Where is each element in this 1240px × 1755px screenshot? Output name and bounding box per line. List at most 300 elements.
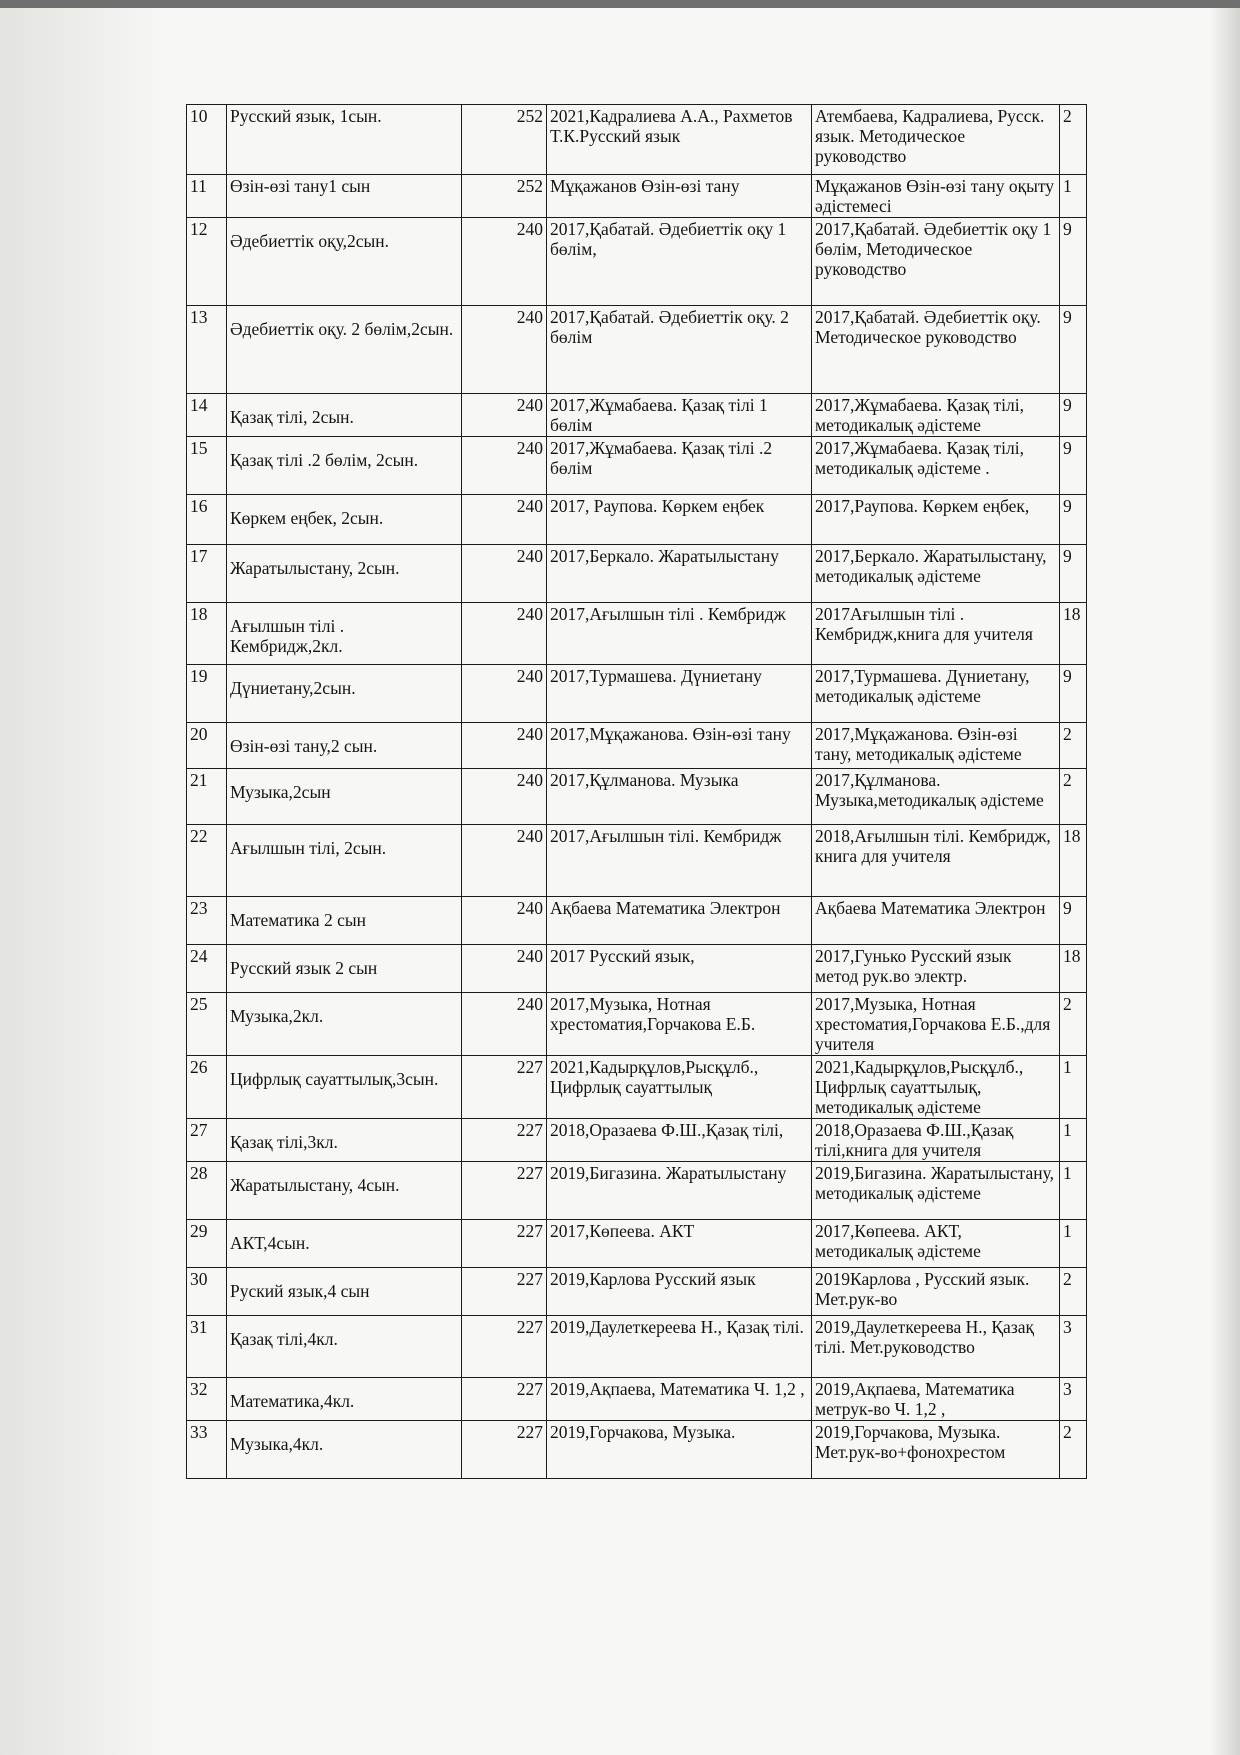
textbook-title-cell [547,306,812,394]
row-number: 21 [190,770,208,790]
hours-count: 227 [516,1221,543,1241]
row-number-cell [187,1378,227,1421]
methodical-guide-cell [812,1421,1060,1479]
textbook-title-cell [547,665,812,723]
methodical-guide: Атембаева, Кадралиева, Русск. язык. Методическое руководство [815,106,1045,166]
copies-count: 2 [1063,724,1072,744]
row-number-cell [187,993,227,1056]
subject-name: Музыка,4кл. [230,1434,324,1454]
copies-count: 2 [1063,770,1072,790]
methodical-guide: 2019,Горчакова, Музыка. Мет.рук-во+фонохрестом [815,1422,1006,1462]
hours-count-cell [462,723,547,769]
textbook-title: 2017,Көпеева. АКТ [550,1221,695,1241]
table-row [187,1056,1087,1119]
copies-count: 9 [1063,307,1072,327]
textbook-title: 2017, Раупова. Көркем еңбек [550,496,765,516]
copies-count-cell [1060,1119,1087,1162]
copies-count: 9 [1063,898,1072,918]
methodical-guide-cell [812,545,1060,603]
hours-count: 227 [516,1057,543,1077]
copies-count: 3 [1063,1317,1072,1337]
methodical-guide-cell [812,1056,1060,1119]
copies-count: 9 [1063,666,1072,686]
row-number-cell [187,306,227,394]
hours-count-cell [462,769,547,825]
subject-name-cell [227,1268,462,1316]
copies-count-cell [1060,603,1087,665]
subject-name-cell [227,945,462,993]
row-number: 11 [190,176,207,196]
subject-name: Дүниетану,2сын. [230,678,356,698]
copies-count-cell [1060,1268,1087,1316]
table-row [187,945,1087,993]
textbook-title: 2017,Жұмабаева. Қазақ тілі 1 бөлім [550,395,768,435]
copies-count: 1 [1063,1221,1072,1241]
textbook-title: 2017,Қабатай. Әдебиеттік оқу. 2 бөлім [550,307,789,347]
copies-count-cell [1060,1316,1087,1378]
hours-count-cell [462,437,547,495]
row-number: 27 [190,1120,208,1140]
subject-name: Жаратылыстану, 2сын. [230,558,400,578]
row-number: 12 [190,219,208,239]
hours-count: 227 [516,1317,543,1337]
textbook-title: 2019,Даулеткереева Н., Қазақ тілі. [550,1317,804,1337]
table-row [187,1119,1087,1162]
methodical-guide: 2017,Музыка, Нотная хрестоматия,Горчакова Е.Б.,для учителя [815,994,1051,1054]
hours-count: 227 [516,1269,543,1289]
hours-count: 227 [516,1422,543,1442]
methodical-guide-cell [812,665,1060,723]
copies-count: 1 [1063,1057,1072,1077]
textbook-title-cell [547,1421,812,1479]
subject-name-cell [227,306,462,394]
methodical-guide: 2017,Жұмабаева. Қазақ тілі, методикалық әдістеме . [815,438,1024,478]
row-number: 10 [190,106,208,126]
row-number: 29 [190,1221,208,1241]
methodical-guide: 2017,Қабатай. Әдебиеттік оқу. Методическое руководство [815,307,1041,347]
copies-count: 9 [1063,546,1072,566]
hours-count: 240 [516,898,543,918]
textbook-title-cell [547,105,812,175]
methodical-guide-cell [812,105,1060,175]
row-number-cell [187,1268,227,1316]
textbook-title-cell [547,394,812,437]
subject-name: Русский язык, 1сын. [230,106,382,126]
hours-count: 240 [516,770,543,790]
copies-count: 9 [1063,219,1072,239]
subject-name-cell [227,825,462,897]
hours-count-cell [462,1119,547,1162]
textbook-title-cell [547,495,812,545]
copies-count-cell [1060,306,1087,394]
subject-name-cell [227,1119,462,1162]
copies-count-cell [1060,437,1087,495]
copies-count: 9 [1063,496,1072,516]
subject-name-cell [227,723,462,769]
copies-count-cell [1060,1220,1087,1268]
hours-count: 240 [516,307,543,327]
row-number-cell [187,1220,227,1268]
table-row [187,993,1087,1056]
methodical-guide: 2017,Раупова. Көркем еңбек, [815,496,1030,516]
copies-count: 18 [1063,826,1081,846]
methodical-guide-cell [812,218,1060,306]
subject-name-cell [227,1378,462,1421]
methodical-guide-cell [812,1316,1060,1378]
textbook-title: 2021,Кадырқұлов,Рысқұлб., Цифрлық сауаттылық [550,1057,759,1097]
hours-count: 227 [516,1379,543,1399]
textbook-title: 2017,Беркало. Жаратылыстану [550,546,779,566]
row-number: 22 [190,826,208,846]
methodical-guide: 2017,Турмашева. Дүниетану, методикалық әдістеме [815,666,1030,706]
row-number-cell [187,1421,227,1479]
row-number-cell [187,1119,227,1162]
subject-name: Қазақ тілі,4кл. [230,1329,338,1349]
subject-name: Музыка,2сын [230,782,331,802]
row-number-cell [187,1316,227,1378]
methodical-guide: 2017,Гунько Русский язык метод рук.во электр. [815,946,1012,986]
subject-name: АКТ,4сын. [230,1233,310,1253]
textbook-title: 2017,Ағылшын тілі. Кембридж [550,826,782,846]
textbook-title-cell [547,218,812,306]
copies-count: 1 [1063,176,1072,196]
hours-count-cell [462,1421,547,1479]
textbook-title-cell [547,769,812,825]
methodical-guide-cell [812,1119,1060,1162]
page-edge-shadow [0,8,170,1755]
hours-count-cell [462,603,547,665]
table-row [187,1162,1087,1220]
textbook-title-cell [547,175,812,218]
subject-name-cell [227,1421,462,1479]
methodical-guide-cell [812,603,1060,665]
copies-count-cell [1060,723,1087,769]
row-number-cell [187,105,227,175]
textbook-title-cell [547,545,812,603]
textbook-title: 2019,Горчакова, Музыка. [550,1422,736,1442]
copies-count-cell [1060,1378,1087,1421]
methodical-guide: 2017Ағылшын тілі . Кембридж,книга для учителя [815,604,1033,644]
copies-count-cell [1060,495,1087,545]
methodical-guide-cell [812,175,1060,218]
row-number-cell [187,545,227,603]
methodical-guide: 2018,Ағылшын тілі. Кембридж, книга для учителя [815,826,1051,866]
subject-name-cell [227,394,462,437]
subject-name: Математика 2 сын [230,910,366,930]
textbook-title: 2019,Ақпаева, Математика Ч. 1,2 , [550,1379,805,1399]
subject-name-cell [227,218,462,306]
copies-count-cell [1060,218,1087,306]
subject-name-cell [227,993,462,1056]
methodical-guide-cell [812,1220,1060,1268]
methodical-guide-cell [812,897,1060,945]
methodical-guide-cell [812,1378,1060,1421]
table-row [187,437,1087,495]
table-row [187,394,1087,437]
textbook-title-cell [547,1220,812,1268]
methodical-guide: 2021,Кадырқұлов,Рысқұлб., Цифрлық сауаттылық, методикалық әдістеме [815,1057,1024,1117]
subject-name: Жаратылыстану, 4сын. [230,1175,400,1195]
methodical-guide: 2019,Даулеткереева Н., Қазақ тілі. Мет.руководство [815,1317,1034,1357]
row-number-cell [187,945,227,993]
textbook-title-cell [547,723,812,769]
hours-count-cell [462,1316,547,1378]
table-row [187,218,1087,306]
copies-count: 2 [1063,1269,1072,1289]
textbook-title: 2017 Русский язык, [550,946,695,966]
row-number-cell [187,769,227,825]
textbook-title-cell [547,897,812,945]
methodical-guide-cell [812,825,1060,897]
methodical-guide-cell [812,306,1060,394]
copies-count: 18 [1063,946,1081,966]
methodical-guide: 2017,Беркало. Жаратылыстану, методикалық әдістеме [815,546,1047,586]
textbook-title: 2018,Оразаева Ф.Ш.,Қазақ тілі, [550,1120,784,1140]
hours-count-cell [462,1220,547,1268]
table-row [187,665,1087,723]
textbook-title: 2017,Турмашева. Дүниетану [550,666,762,686]
table-row [187,306,1087,394]
copies-count-cell [1060,105,1087,175]
subject-name: Әдебиеттік оқу,2сын. [230,231,390,251]
copies-count: 1 [1063,1120,1072,1140]
hours-count: 240 [516,395,543,415]
subject-name: Русский язык 2 сын [230,958,378,978]
row-number: 31 [190,1317,208,1337]
methodical-guide: 2017,Көпеева. АКТ, методикалық әдістеме [815,1221,981,1261]
copies-count-cell [1060,945,1087,993]
textbook-title-cell [547,1162,812,1220]
table-body [187,105,1087,1479]
methodical-guide-cell [812,437,1060,495]
subject-name-cell [227,545,462,603]
row-number: 32 [190,1379,208,1399]
row-number: 17 [190,546,208,566]
textbook-title-cell [547,825,812,897]
hours-count-cell [462,897,547,945]
row-number: 19 [190,666,208,686]
subject-name: Математика,4кл. [230,1391,355,1411]
subject-name: Қазақ тілі, 2сын. [230,407,354,427]
subject-name: Қазақ тілі .2 бөлім, 2сын. [230,450,419,470]
hours-count: 240 [516,994,543,1014]
table-row [187,769,1087,825]
table-row [187,1421,1087,1479]
row-number: 30 [190,1269,208,1289]
methodical-guide: 2017,Мұқажанова. Өзін-өзі тану, методикалық әдістеме [815,724,1022,764]
row-number: 33 [190,1422,208,1442]
table-row [187,825,1087,897]
copies-count-cell [1060,1056,1087,1119]
row-number-cell [187,394,227,437]
methodical-guide-cell [812,495,1060,545]
copies-count-cell [1060,897,1087,945]
copies-count: 3 [1063,1379,1072,1399]
subject-name-cell [227,603,462,665]
copies-count: 1 [1063,1163,1072,1183]
methodical-guide: 2019Карлова , Русский язык. Мет.рук-во [815,1269,1030,1309]
row-number-cell [187,603,227,665]
hours-count: 227 [516,1163,543,1183]
copies-count: 2 [1063,994,1072,1014]
page-edge-shadow-right [1210,8,1240,1755]
copies-count-cell [1060,993,1087,1056]
copies-count: 9 [1063,395,1072,415]
subject-name-cell [227,1162,462,1220]
table-row [187,1220,1087,1268]
row-number: 16 [190,496,208,516]
subject-name-cell [227,665,462,723]
textbook-title: 2017,Музыка, Нотная хрестоматия,Горчакова Е.Б. [550,994,756,1034]
subject-name: Музыка,2кл. [230,1006,324,1026]
methodical-guide: Ақбаева Математика Электрон [815,898,1046,918]
hours-count: 240 [516,546,543,566]
subject-name: Қазақ тілі,3кл. [230,1132,338,1152]
textbook-title: 2017,Құлманова. Музыка [550,770,739,790]
methodical-guide-cell [812,394,1060,437]
methodical-guide: 2017,Қабатай. Әдебиеттік оқу 1 бөлім, Методическое руководство [815,219,1052,279]
table-row [187,603,1087,665]
hours-count: 240 [516,666,543,686]
subject-name: Ағылшын тілі . Кембридж,2кл. [230,616,345,656]
hours-count-cell [462,175,547,218]
row-number: 20 [190,724,208,744]
hours-count: 240 [516,219,543,239]
methodical-guide: Мұқажанов Өзін-өзі тану оқыту әдістемесі [815,176,1054,216]
row-number-cell [187,437,227,495]
subject-name: Өзін-өзі тану,2 сын. [230,736,378,756]
subject-name: Руский язык,4 сын [230,1281,370,1301]
subject-name: Ағылшын тілі, 2сын. [230,838,387,858]
subject-name-cell [227,1056,462,1119]
textbook-title-cell [547,993,812,1056]
hours-count-cell [462,105,547,175]
textbook-title: 2017,Ағылшын тілі . Кембридж [550,604,786,624]
row-number: 24 [190,946,208,966]
subject-name-cell [227,437,462,495]
row-number-cell [187,1162,227,1220]
hours-count-cell [462,218,547,306]
row-number: 25 [190,994,208,1014]
hours-count-cell [462,1162,547,1220]
methodical-guide-cell [812,723,1060,769]
textbook-title-cell [547,1268,812,1316]
copies-count: 18 [1063,604,1081,624]
table-row [187,105,1087,175]
row-number-cell [187,665,227,723]
methodical-guide: 2019,Бигазина. Жаратылыстану, методикалық әдістеме [815,1163,1055,1203]
textbook-title: 2017,Қабатай. Әдебиеттік оқу 1 бөлім, [550,219,787,259]
textbook-title: Ақбаева Математика Электрон [550,898,781,918]
copies-count-cell [1060,769,1087,825]
table-row [187,1316,1087,1378]
textbook-register-table [186,104,1087,1479]
hours-count-cell [462,495,547,545]
textbook-title: 2019,Бигазина. Жаратылыстану [550,1163,787,1183]
row-number-cell [187,825,227,897]
table-row [187,1268,1087,1316]
methodical-guide-cell [812,945,1060,993]
methodical-guide: 2019,Ақпаева, Математика метрук-во Ч. 1,2 , [815,1379,1015,1419]
hours-count: 240 [516,496,543,516]
hours-count: 227 [516,1120,543,1140]
subject-name-cell [227,897,462,945]
textbook-title-cell [547,603,812,665]
table-row [187,175,1087,218]
hours-count-cell [462,545,547,603]
copies-count-cell [1060,175,1087,218]
methodical-guide-cell [812,1268,1060,1316]
copies-count-cell [1060,1162,1087,1220]
textbook-title-cell [547,437,812,495]
copies-count: 2 [1063,106,1072,126]
hours-count-cell [462,306,547,394]
row-number-cell [187,218,227,306]
subject-name: Көркем еңбек, 2сын. [230,508,384,528]
copies-count-cell [1060,1421,1087,1479]
hours-count-cell [462,1268,547,1316]
methodical-guide-cell [812,993,1060,1056]
table-row [187,897,1087,945]
row-number-cell [187,897,227,945]
row-number-cell [187,175,227,218]
row-number: 15 [190,438,208,458]
copies-count: 9 [1063,438,1072,458]
hours-count-cell [462,1378,547,1421]
hours-count: 240 [516,724,543,744]
hours-count-cell [462,394,547,437]
textbook-title: 2021,Кадралиева А.А., Рахметов Т.К.Русский язык [550,106,793,146]
textbook-title-cell [547,945,812,993]
subject-name: Өзін-өзі тану1 сын [230,176,371,196]
subject-name-cell [227,1316,462,1378]
hours-count-cell [462,993,547,1056]
textbook-title: Мұқажанов Өзін-өзі тану [550,176,740,196]
copies-count-cell [1060,394,1087,437]
row-number: 18 [190,604,208,624]
hours-count-cell [462,665,547,723]
textbook-title: 2019,Карлова Русский язык [550,1269,756,1289]
subject-name: Әдебиеттік оқу. 2 бөлім,2сын. [230,319,454,339]
row-number: 23 [190,898,208,918]
hours-count: 252 [516,106,543,126]
hours-count: 240 [516,946,543,966]
hours-count: 240 [516,604,543,624]
table-row [187,1378,1087,1421]
hours-count-cell [462,945,547,993]
textbook-title: 2017,Жұмабаева. Қазақ тілі .2 бөлім [550,438,773,478]
textbook-title-cell [547,1378,812,1421]
copies-count-cell [1060,665,1087,723]
subject-name-cell [227,175,462,218]
textbook-title: 2017,Мұқажанова. Өзін-өзі тану [550,724,791,744]
subject-name-cell [227,105,462,175]
hours-count-cell [462,825,547,897]
textbook-title-cell [547,1056,812,1119]
textbook-title-cell [547,1119,812,1162]
subject-name-cell [227,1220,462,1268]
methodical-guide-cell [812,1162,1060,1220]
hours-count: 240 [516,438,543,458]
table-row [187,545,1087,603]
copies-count: 2 [1063,1422,1072,1442]
row-number-cell [187,723,227,769]
methodical-guide: 2017,Құлманова. Музыка,методикалық әдістеме [815,770,1044,810]
row-number: 26 [190,1057,208,1077]
hours-count: 252 [516,176,543,196]
table-row [187,495,1087,545]
row-number: 13 [190,307,208,327]
